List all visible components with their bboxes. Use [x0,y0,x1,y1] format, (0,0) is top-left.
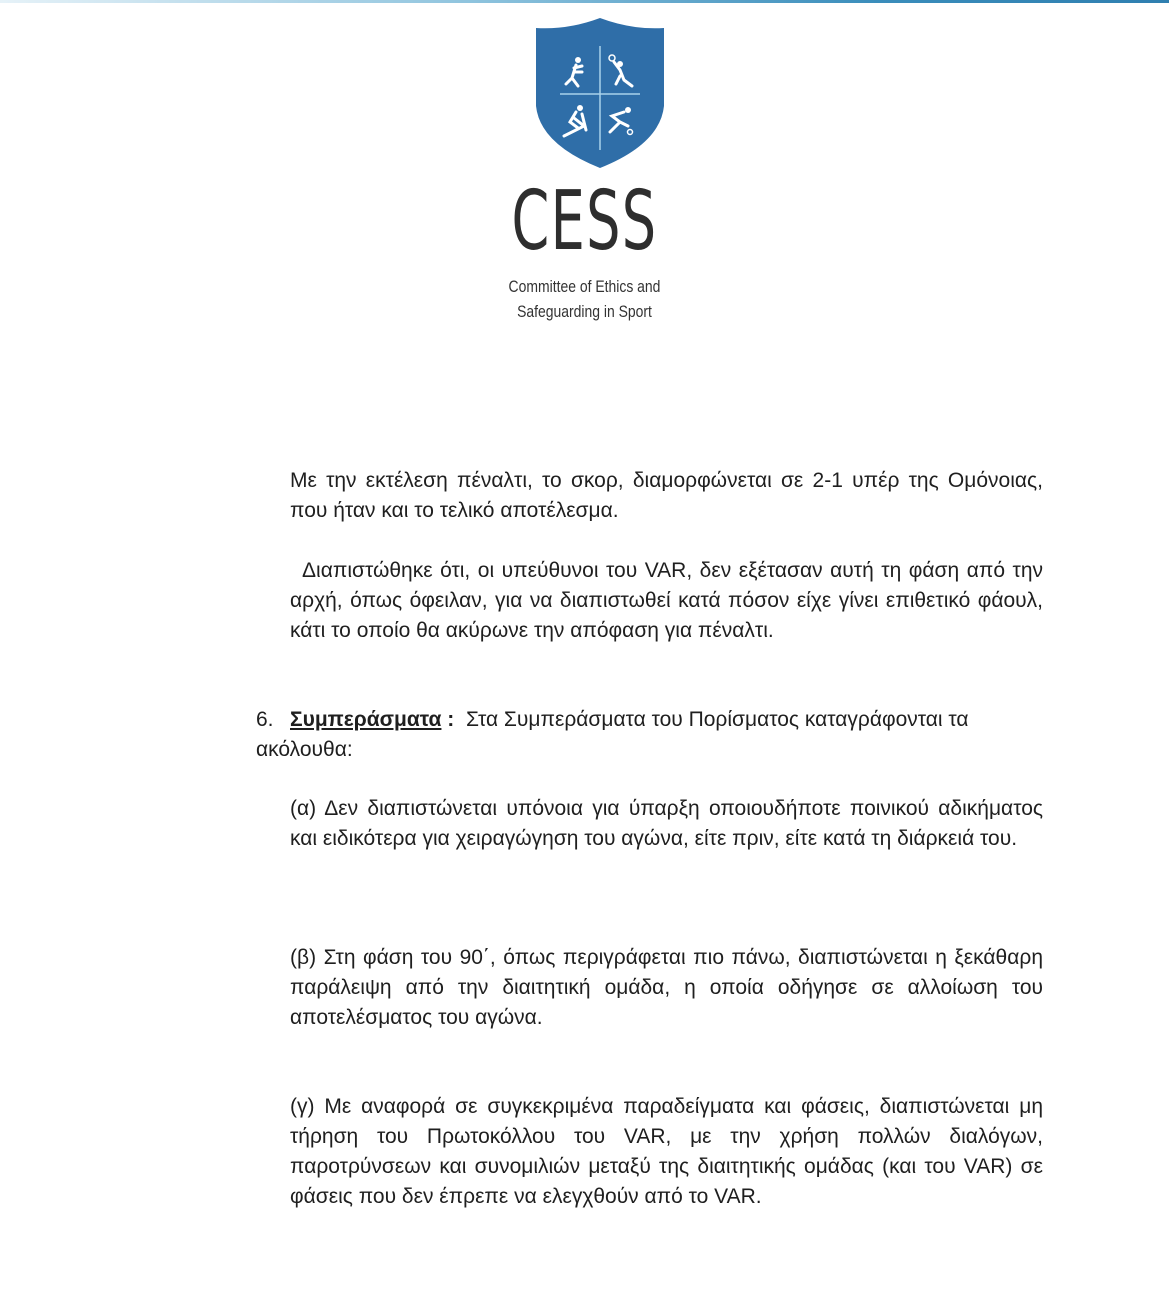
conclusion-text: (α) Δεν διαπιστώνεται υπόνοια για ύπαρξη οποιουδήποτε ποινικού αδικήματος και ειδικότερα για χειραγώγηση του αγώνα, είτε πριν, είτε κατά τη διάρκειά του. [290,797,1043,850]
brand-subtitle-line-2: Safeguarding in Sport [517,302,652,321]
paragraph-penalty-score [290,466,1043,526]
top-border-line [0,0,1169,3]
conclusion-item-b [290,943,1043,1033]
conclusion-text: (β) Στη φάση του 90΄, όπως περιγράφεται πιο πάνω, διαπιστώνεται η ξεκάθαρη παράλειψη από την διαιτητική ομάδα, η οποία οδήγησε σε αλλοίωση του αποτελέσματος του αγώνα. [290,946,1043,1029]
section-number: 6. [256,708,274,731]
paragraph-text: Με την εκτέλεση πέναλτι, το σκορ, διαμορφώνεται σε 2-1 υπέρ της Ομόνοιας, που ήταν και το τελικό αποτέλεσμα. [290,469,1043,522]
brand-name: CESS [511,174,658,269]
section-6-conclusions [256,705,1043,765]
conclusion-item-a [290,794,1043,854]
section-intro-text: Στα Συμπεράσματα του Πορίσματος καταγράφονται τα ακόλουθα: [256,708,969,761]
brand-subtitle-line-1: Committee of Ethics and [508,277,661,296]
section-heading: Συμπεράσματα [290,708,442,731]
paragraph-var-review [290,556,1043,646]
conclusion-text: (γ) Με αναφορά σε συγκεκριμένα παραδείγματα και φάσεις, διαπιστώνεται μη τήρηση του Πρωτοκόλλου του VAR, με την χρήση πολλών διαλόγων, παροτρύνσεων και συνομιλιών μεταξύ της διαιτητικής ομάδας (και του VAR) σε φάσεις που δεν έπρεπε να ελεγχθούν από το VAR. [290,1095,1043,1208]
section-separator: : [441,708,461,731]
paragraph-text: Διαπιστώθηκε ότι, οι υπεύθυνοι του VAR, δεν εξέτασαν αυτή τη φάση από την αρχή, όπως όφειλαν, για να διαπιστωθεί κατά πόσον είχε γίνει επιθετικό φάουλ, κάτι το οποίο θα ακύρωνε την απόφαση για πέναλτι. [290,559,1043,642]
conclusion-item-c [290,1092,1043,1212]
cess-shield-logo-icon [536,18,664,168]
brand-subtitle [105,274,1064,324]
